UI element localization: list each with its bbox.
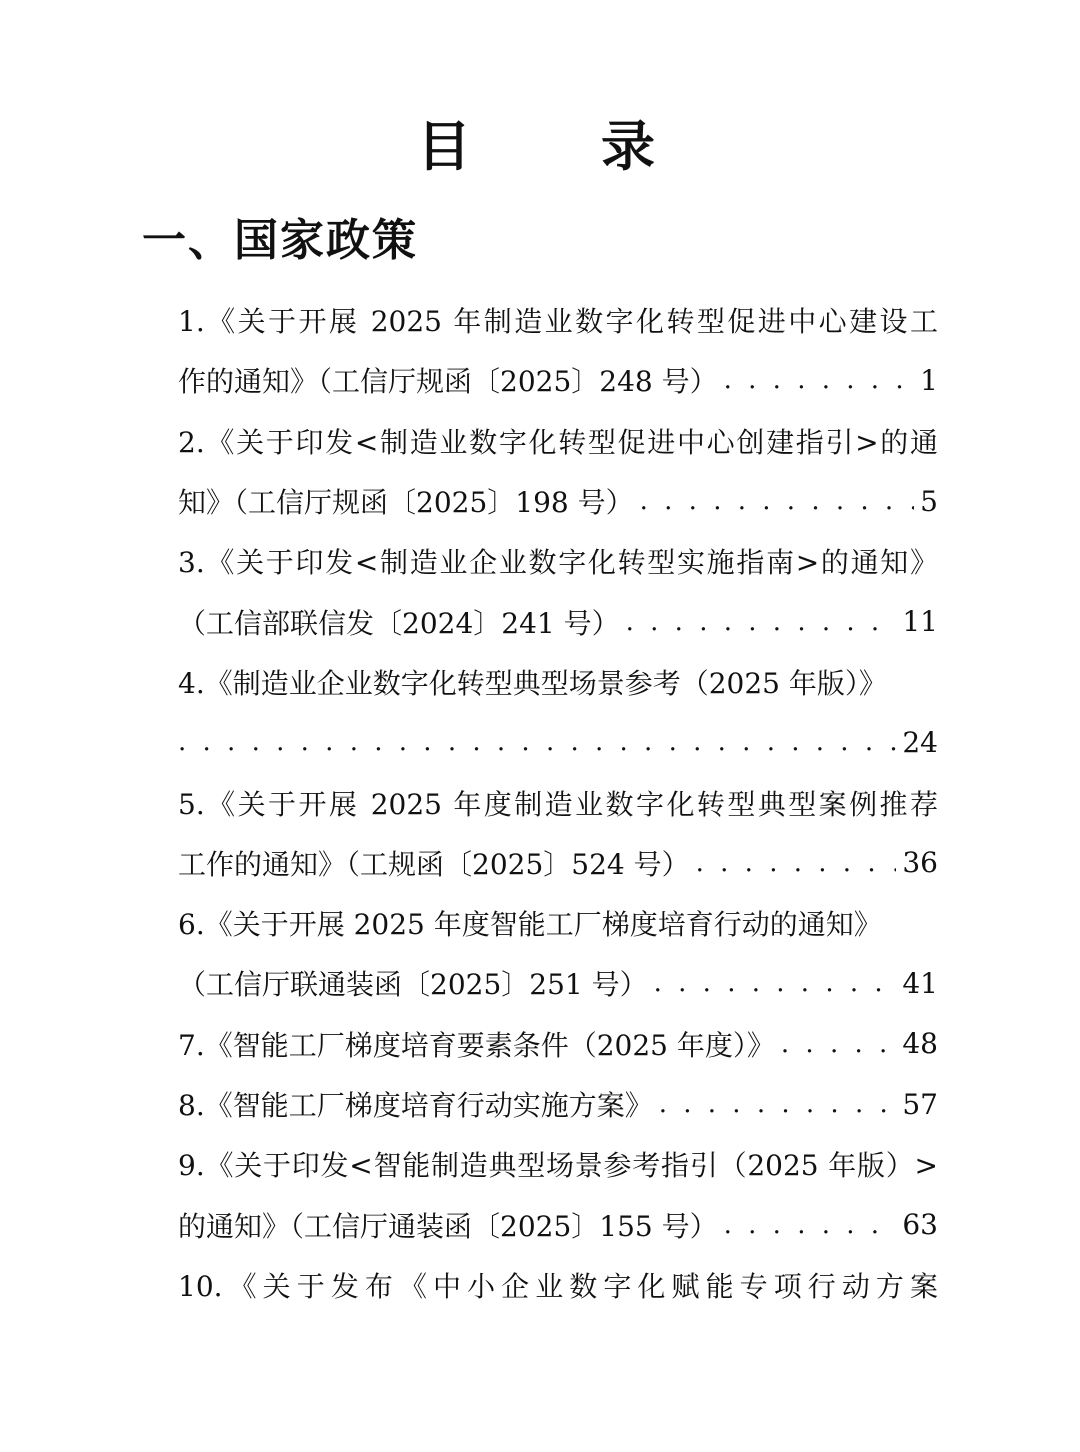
- page-title: 目 录: [417, 115, 693, 178]
- toc-entry-5-line-1[interactable]: [178, 772, 938, 832]
- toc-entry-text: 2.《关于印发<制造业数字化转型促进中心创建指引>的通: [178, 425, 938, 459]
- toc-entry-1-line-2[interactable]: [178, 350, 938, 410]
- toc-entry-text: 作的通知》（工信厅规函〔2025〕248 号）: [178, 365, 718, 399]
- toc-entry-text: 5.《关于开展 2025 年度制造业数字化转型典型案例推荐: [178, 787, 938, 821]
- dot-leader: [781, 1029, 896, 1059]
- toc-entry-text: 工作的通知》（工规函〔2025〕524 号）: [178, 847, 690, 881]
- toc-entry-9-line-2[interactable]: [178, 1194, 938, 1254]
- toc-entry-text: （工信部联信发〔2024〕241 号）: [178, 606, 620, 640]
- toc-page-number: 1: [920, 363, 938, 397]
- toc-entry-text: 10.《关于发布《中小企业数字化赋能专项行动方案: [178, 1269, 938, 1303]
- toc-entry-10-line-1[interactable]: [178, 1255, 938, 1315]
- toc-page-number: 48: [902, 1027, 938, 1061]
- toc-entry-5-line-2[interactable]: [178, 833, 938, 893]
- toc-page-number: 63: [902, 1208, 938, 1242]
- dot-leader: [654, 968, 897, 998]
- toc-entry-2-line-2[interactable]: [178, 471, 938, 531]
- toc-page-number: 5: [920, 484, 938, 518]
- toc-entry-1-line-1[interactable]: [178, 290, 938, 350]
- toc-entry-text: 3.《关于印发<制造业企业数字化转型实施指南>的通知》: [178, 546, 938, 580]
- toc-entry-2-line-1[interactable]: [178, 411, 938, 471]
- dot-leader: [724, 1210, 897, 1240]
- toc-entry-6-line-2[interactable]: [178, 953, 938, 1013]
- toc-page-number: 11: [902, 605, 938, 639]
- dot-leader: [724, 365, 915, 395]
- toc-entry-text: （工信厅联通装函〔2025〕251 号）: [178, 968, 648, 1002]
- toc-page-number: 41: [902, 966, 938, 1000]
- toc-page-number: 57: [902, 1087, 938, 1121]
- dot-leader: [640, 486, 915, 516]
- dot-leader: [178, 727, 896, 757]
- toc-entry-text: 9.《关于印发<智能制造典型场景参考指引（2025 年版）>: [178, 1149, 938, 1183]
- toc-entry-9-line-1[interactable]: [178, 1134, 938, 1194]
- toc-entry-text: 8.《智能工厂梯度培育行动实施方案》: [178, 1089, 653, 1122]
- toc-entry-text: 4.《制造业企业数字化转型典型场景参考（2025 年版）》: [178, 666, 887, 700]
- toc-entry-6-line-1[interactable]: [178, 893, 938, 953]
- toc-entry-3-line-1[interactable]: [178, 531, 938, 591]
- table-of-contents: [178, 290, 938, 1315]
- toc-entry-4-line-2[interactable]: [178, 712, 938, 772]
- dot-leader: [696, 848, 897, 878]
- toc-page-number: 36: [902, 846, 938, 880]
- toc-entry-text: 6.《关于开展 2025 年度智能工厂梯度培育行动的通知》: [178, 908, 882, 942]
- dot-leader: [659, 1089, 897, 1119]
- toc-entry-text: 知》（工信厅规函〔2025〕198 号）: [178, 486, 634, 520]
- toc-entry-text: 1.《关于开展 2025 年制造业数字化转型促进中心建设工: [178, 305, 938, 339]
- dot-leader: [626, 607, 897, 637]
- toc-page-number: 24: [902, 725, 938, 759]
- toc-entry-text: 7.《智能工厂梯度培育要素条件（2025 年度）》: [178, 1028, 775, 1062]
- toc-entry-text: 的通知》（工信厅通装函〔2025〕155 号）: [178, 1209, 718, 1243]
- toc-entry-7[interactable]: [178, 1014, 938, 1074]
- toc-entry-8[interactable]: [178, 1074, 938, 1134]
- section-heading: 一、国家政策: [142, 215, 418, 266]
- toc-entry-4-line-1[interactable]: [178, 652, 938, 712]
- toc-entry-3-line-2[interactable]: [178, 591, 938, 651]
